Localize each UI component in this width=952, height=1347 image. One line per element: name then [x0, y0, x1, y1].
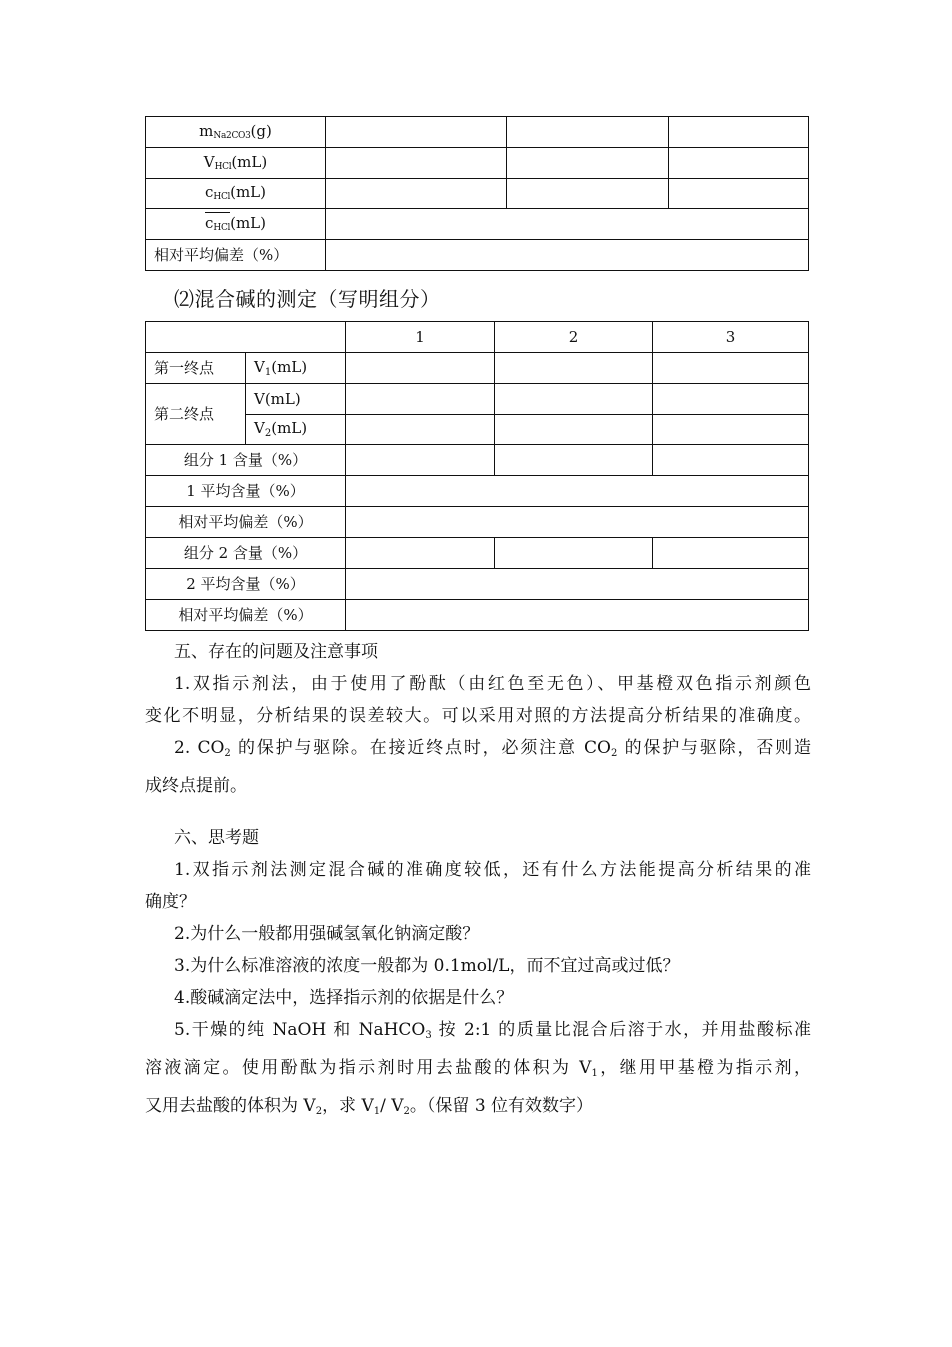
question-line: 确度？	[145, 892, 196, 912]
table-cell[interactable]	[495, 415, 653, 445]
question-line: 1.双指示剂法测定混合碱的准确度较低，还有什么方法能提高分析结果的准	[174, 860, 811, 880]
relative-deviation-2-label: 相对平均偏差（%）	[146, 600, 346, 631]
trial-header-2: 2	[495, 322, 653, 353]
concentration-hcl-label: $c_{HCl}(mL)$	[146, 179, 326, 209]
v-label: V(mL)	[246, 384, 346, 415]
table-row	[146, 600, 809, 631]
table-cell[interactable]	[507, 117, 669, 148]
table-cell[interactable]	[653, 384, 809, 415]
table-cell[interactable]	[507, 179, 669, 209]
table-cell[interactable]	[346, 476, 809, 507]
table-cell[interactable]	[346, 600, 809, 631]
section-5-title: 五、存在的问题及注意事项	[174, 642, 378, 662]
question-line: 5.干燥的纯 NaOH 和 NaHCO$_3$ 按 2:1 的质量比混合后溶于水，并用盐酸标准	[174, 1020, 812, 1041]
table-cell[interactable]	[346, 507, 809, 538]
section-6-title: 六、思考题	[174, 828, 259, 848]
second-endpoint-label: 第二终点	[146, 384, 246, 445]
paragraph-line: 1.双指示剂法，由于使用了酚酞（由红色至无色）、甲基橙双色指示剂颜色	[174, 674, 811, 694]
table-cell[interactable]	[326, 148, 507, 179]
table-cell[interactable]	[326, 117, 507, 148]
table-cell	[146, 322, 346, 353]
table-cell[interactable]	[495, 353, 653, 384]
table-cell[interactable]	[326, 209, 809, 240]
v2-label: $V_2(mL)$	[246, 415, 346, 445]
section-5	[145, 636, 811, 802]
question-line: 溶液滴定。使用酚酞为指示剂时用去盐酸的体积为 $V_1$，继用甲基橙为指示剂，	[145, 1058, 811, 1079]
table-row	[146, 117, 809, 148]
section-6	[145, 822, 811, 1128]
table-header-row	[146, 322, 809, 353]
mean-overbar: $c_{HCl}$	[204, 213, 231, 233]
table-cell[interactable]	[326, 240, 809, 271]
table-cell[interactable]	[669, 148, 809, 179]
table-cell[interactable]	[653, 415, 809, 445]
table-cell[interactable]	[346, 538, 495, 569]
mass-na2co3-label: $m_{Na2CO3}(g)$	[146, 117, 326, 148]
relative-deviation-1-label: 相对平均偏差（%）	[146, 507, 346, 538]
component2-content-label: 组分 2 含量（%）	[146, 538, 346, 569]
table-row	[146, 353, 809, 384]
table-cell[interactable]	[346, 445, 495, 476]
table-cell[interactable]	[495, 538, 653, 569]
table-row	[146, 179, 809, 209]
table-cell[interactable]	[326, 179, 507, 209]
table-row	[146, 445, 809, 476]
paragraph-line: 成终点提前。	[145, 776, 247, 796]
table-cell[interactable]	[346, 415, 495, 445]
table-cell[interactable]	[346, 353, 495, 384]
table-row	[146, 476, 809, 507]
trial-header-1: 1	[346, 322, 495, 353]
component1-content-label: 组分 1 含量（%）	[146, 445, 346, 476]
paragraph-line: 变化不明显，分析结果的误差较大。可以采用对照的方法提高分析结果的准确度。	[145, 706, 811, 726]
table-cell[interactable]	[669, 117, 809, 148]
question-line: 4.酸碱滴定法中，选择指示剂的依据是什么？	[174, 988, 514, 1008]
question-line: 2.为什么一般都用强碱氢氧化钠滴定酸？	[174, 924, 480, 944]
mixed-alkali-table	[145, 321, 809, 631]
table-row	[146, 384, 809, 415]
table-row	[146, 507, 809, 538]
table-cell[interactable]	[346, 384, 495, 415]
table-row	[146, 240, 809, 271]
table-cell[interactable]	[346, 569, 809, 600]
table-cell[interactable]	[653, 353, 809, 384]
table-cell[interactable]	[495, 384, 653, 415]
trial-header-3: 3	[653, 322, 809, 353]
table-cell[interactable]	[653, 445, 809, 476]
section-title: ⑵混合碱的测定（写明组分）	[174, 287, 441, 311]
table-cell[interactable]	[495, 445, 653, 476]
table-row	[146, 148, 809, 179]
table-cell[interactable]	[653, 538, 809, 569]
question-line: 又用去盐酸的体积为 $V_2$，求 $V_1/$ $V_2$。（保留 3 位有效数字）	[145, 1096, 594, 1117]
table-row	[146, 538, 809, 569]
v1-label: $V_1(mL)$	[246, 353, 346, 384]
table-row	[146, 209, 809, 240]
average-content-2-label: 2 平均含量（%）	[146, 569, 346, 600]
table-cell[interactable]	[507, 148, 669, 179]
volume-hcl-label: $V_{HCl}(mL)$	[146, 148, 326, 179]
question-line: 3.为什么标准溶液的浓度一般都为 0.1mol/L，而不宜过高或过低？	[174, 956, 680, 976]
table-row	[146, 415, 809, 445]
average-content-1-label: 1 平均含量（%）	[146, 476, 346, 507]
average-concentration-hcl-label: $c_{HCl}(mL)$	[146, 209, 326, 240]
titration-data-table	[145, 116, 809, 271]
paragraph-line: 2. $CO_2$ 的保护与驱除。在接近终点时，必须注意 $CO_2$ 的保护与驱除，否则造	[174, 738, 811, 759]
table-row	[146, 569, 809, 600]
relative-deviation-label: 相对平均偏差（%）	[146, 240, 326, 271]
table-cell[interactable]	[669, 179, 809, 209]
first-endpoint-label: 第一终点	[146, 353, 246, 384]
